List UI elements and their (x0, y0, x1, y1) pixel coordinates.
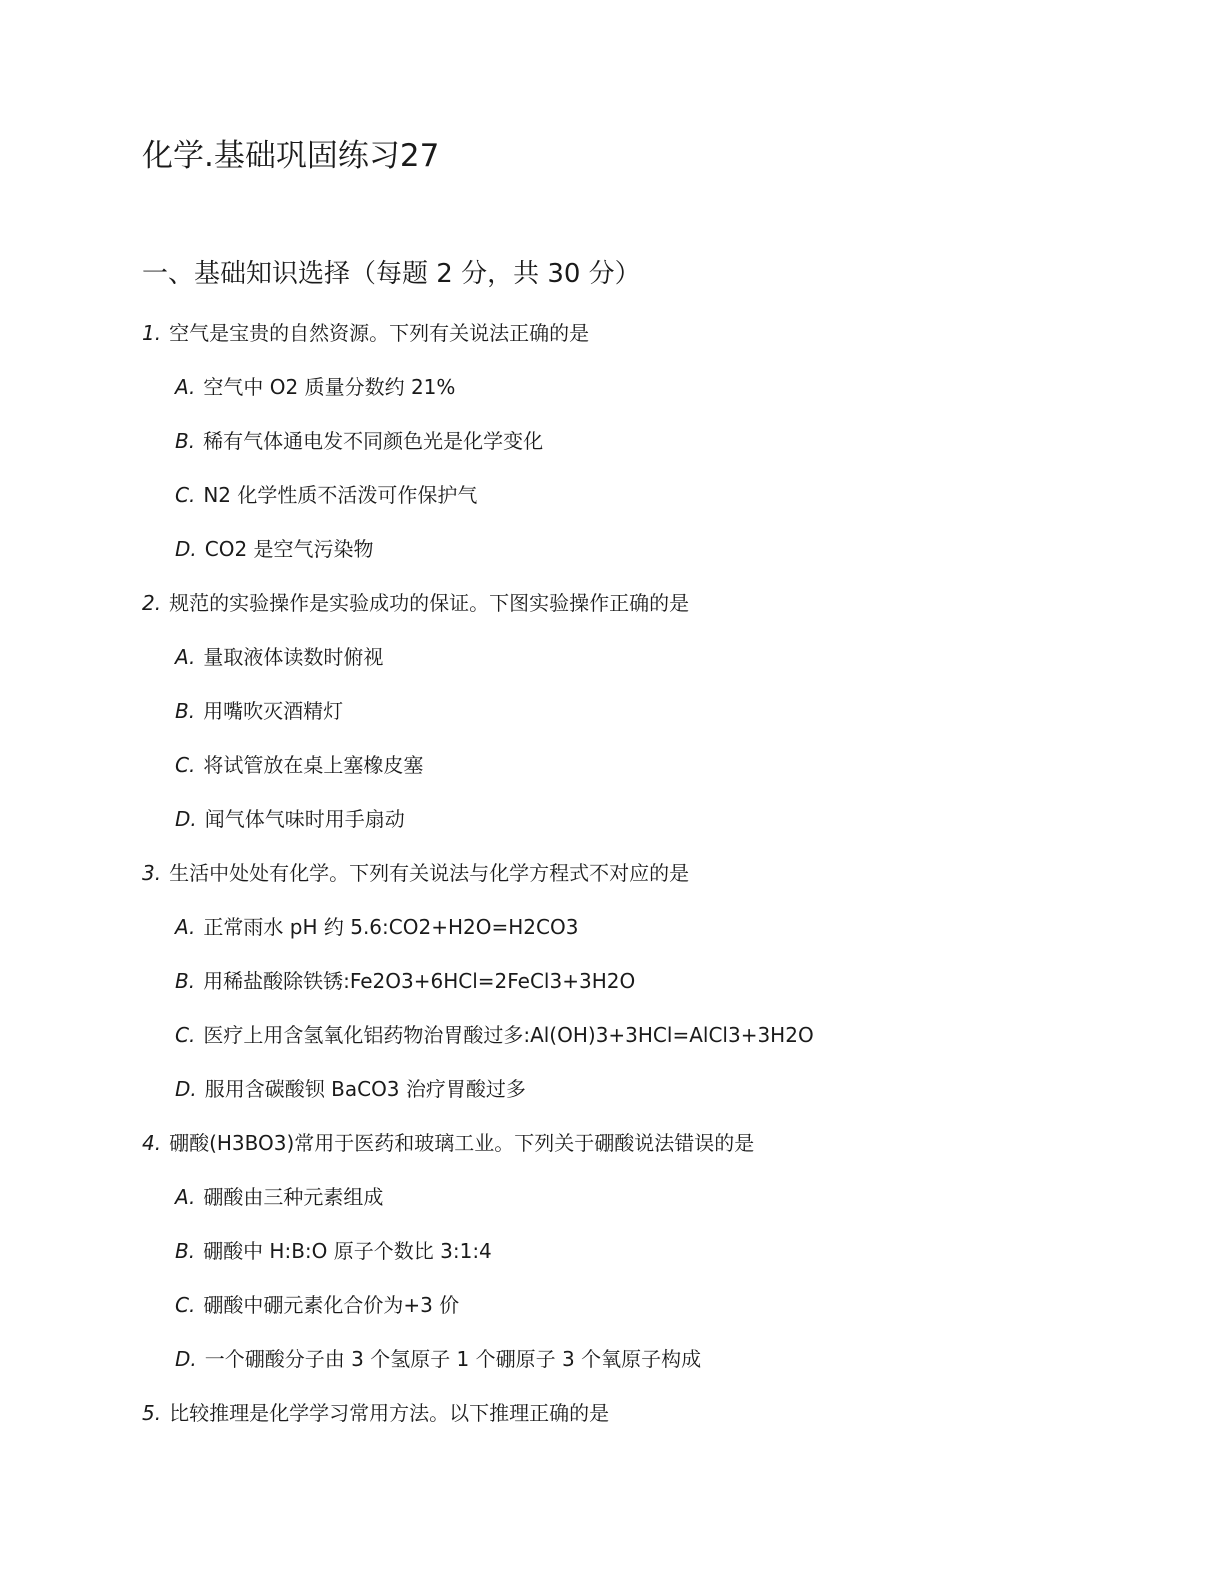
option-4c (175, 1290, 459, 1320)
option-letter: A. (175, 915, 196, 939)
question-stem: 规范的实验操作是实验成功的保证。下图实验操作正确的是 (169, 591, 690, 615)
option-1d (175, 534, 374, 564)
option-1a (175, 372, 455, 402)
question-5 (142, 1398, 609, 1428)
question-number: 5. (142, 1401, 162, 1425)
option-letter: A. (175, 1185, 196, 1209)
question-3 (142, 858, 689, 888)
option-text: 将试管放在桌上塞橡皮塞 (203, 753, 424, 777)
option-letter: C. (175, 1293, 196, 1317)
option-2d (175, 804, 405, 834)
option-text: 硼酸由三种元素组成 (203, 1185, 384, 1209)
option-letter: C. (175, 483, 196, 507)
option-letter: B. (175, 429, 196, 453)
document-title: 化学.基础巩固练习27 (142, 138, 440, 174)
option-letter: D. (175, 1077, 197, 1101)
option-4d (175, 1344, 701, 1374)
question-4 (142, 1128, 754, 1158)
option-text: 用稀盐酸除铁锈:Fe2O3+6HCl=2FeCl3+3H2O (203, 969, 636, 993)
option-letter: B. (175, 1239, 196, 1263)
option-letter: D. (175, 1347, 197, 1371)
option-3d (175, 1074, 526, 1104)
option-text: 硼酸中 H:B:O 原子个数比 3:1:4 (203, 1239, 492, 1263)
section-heading: 一、基础知识选择（每题 2 分，共 30 分） (142, 259, 641, 289)
option-text: 空气中 O2 质量分数约 21% (203, 375, 456, 399)
question-stem: 生活中处处有化学。下列有关说法与化学方程式不对应的是 (169, 861, 690, 885)
option-text: N2 化学性质不活泼可作保护气 (203, 483, 478, 507)
option-2a (175, 642, 383, 672)
question-2 (142, 588, 689, 618)
option-text: CO2 是空气污染物 (204, 537, 374, 561)
question-number: 3. (142, 861, 162, 885)
option-letter: C. (175, 1023, 196, 1047)
option-letter: A. (175, 375, 196, 399)
option-text: 医疗上用含氢氧化铝药物治胃酸过多:Al(OH)3+3HCl=AlCl3+3H2O (203, 1023, 814, 1047)
option-text: 稀有气体通电发不同颜色光是化学变化 (203, 429, 544, 453)
option-letter: B. (175, 699, 196, 723)
option-letter: D. (175, 807, 197, 831)
option-2b (175, 696, 343, 726)
question-number: 2. (142, 591, 162, 615)
question-1 (142, 318, 589, 348)
option-letter: D. (175, 537, 197, 561)
option-4a (175, 1182, 383, 1212)
question-stem: 硼酸(H3BO3)常用于医药和玻璃工业。下列关于硼酸说法错误的是 (169, 1131, 755, 1155)
question-stem: 空气是宝贵的自然资源。下列有关说法正确的是 (169, 321, 590, 345)
option-4b (175, 1236, 492, 1266)
option-letter: C. (175, 753, 196, 777)
option-text: 一个硼酸分子由 3 个氢原子 1 个硼原子 3 个氧原子构成 (204, 1347, 702, 1371)
option-1c (175, 480, 477, 510)
option-2c (175, 750, 423, 780)
question-number: 1. (142, 321, 162, 345)
option-text: 用嘴吹灭酒精灯 (203, 699, 344, 723)
option-text: 闻气体气味时用手扇动 (204, 807, 405, 831)
option-3a (175, 912, 578, 942)
question-number: 4. (142, 1131, 162, 1155)
option-text: 硼酸中硼元素化合价为+3 价 (203, 1293, 460, 1317)
option-text: 服用含碳酸钡 BaCO3 治疗胃酸过多 (204, 1077, 526, 1101)
option-text: 正常雨水 pH 约 5.6:CO2+H2O=H2CO3 (203, 915, 579, 939)
option-letter: B. (175, 969, 196, 993)
option-text: 量取液体读数时俯视 (203, 645, 384, 669)
option-3c (175, 1020, 814, 1050)
option-3b (175, 966, 635, 996)
question-stem: 比较推理是化学学习常用方法。以下推理正确的是 (169, 1401, 610, 1425)
option-letter: A. (175, 645, 196, 669)
option-1b (175, 426, 543, 456)
